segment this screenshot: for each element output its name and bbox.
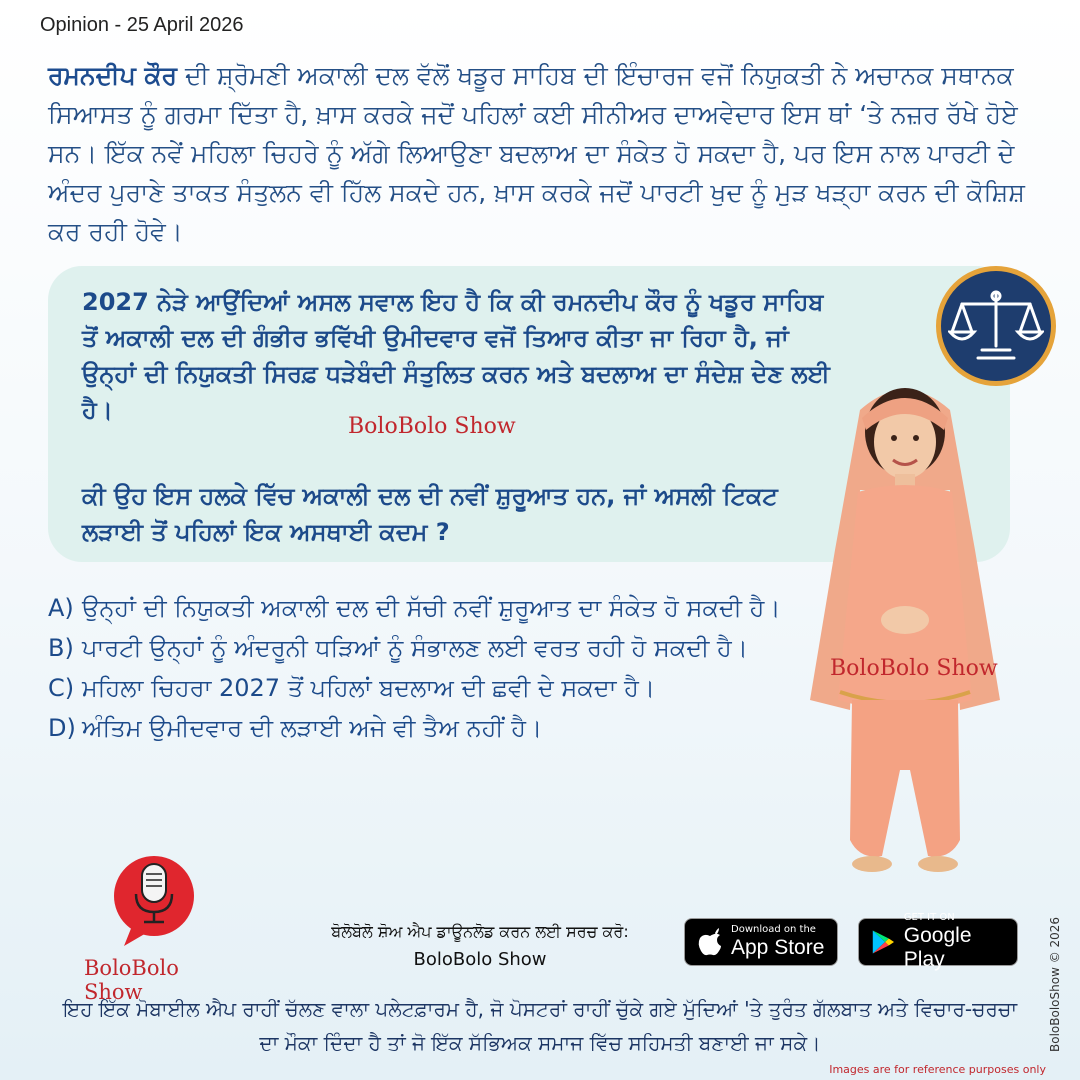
option-label: B): [48, 634, 74, 662]
reference-note: Images are for reference purposes only: [829, 1063, 1046, 1076]
person-illustration: [800, 370, 1010, 890]
appstore-big-text: App Store: [731, 936, 825, 959]
gplay-big-text: Google Play: [903, 924, 972, 971]
side-credit: BoloBoloShow © 2026: [1048, 916, 1062, 1052]
download-prompt: [290, 918, 670, 974]
option-text: ਮਹਿਲਾ ਚਿਹਰਾ 2027 ਤੋਂ ਪਹਿਲਾਂ ਬਦਲਾਅ ਦੀ ਛਵੀ ਦੇ ਸਕਦਾ ਹੈ।: [82, 674, 656, 702]
question-para-2: ਕੀ ਉਹ ਇਸ ਹਲਕੇ ਵਿੱਚ ਅਕਾਲੀ ਦਲ ਦੀ ਨਵੀਂ ਸ਼ੁਰੂਆਤ ਹਨ, ਜਾਂ ਅਸਲੀ ਟਿਕਟ ਲੜਾਈ ਤੋਂ ਪਹਿਲਾਂ ਇਕ ਅਸਥਾਈ ਕਦਮ ?: [82, 482, 778, 546]
apple-icon: [697, 927, 723, 957]
app-store-button[interactable]: [684, 918, 838, 966]
download-prompt-text: ਬੋਲੋਬੋਲੋ ਸ਼ੋਅ ਐਪ ਡਾਊਨਲੋਡ ਕਰਨ ਲਈ ਸਰਚ ਕਰੋ:: [331, 922, 629, 941]
question-para-1: 2027 ਨੇੜੇ ਆਉਂਦਿਆਂ ਅਸਲ ਸਵਾਲ ਇਹ ਹੈ ਕਿ ਕੀ ਰਮਨਦੀਪ ਕੌਰ ਨੂੰ ਖਡੂਰ ਸਾਹਿਬ ਤੋਂ ਅਕਾਲੀ ਦਲ ਦੀ ਗੰਭੀਰ ਭਵਿੱਖੀ ਉਮੀਦਵਾਰ ਵਜੋਂ ਤਿਆਰ ਕੀਤਾ ਜਾ ਰਿਹਾ ਹੈ, ਜਾਂ ਉਨ੍ਹਾਂ ਦੀ ਨਿਯੁਕਤੀ ਸਿਰਫ਼ ਧੜੇਬੰਦੀ ਸੰਤੁਲਿਤ ਕਰਨ ਅਤੇ ਬਦਲਾਅ ਦਾ ਸੰਦੇਸ਼ ਦੇਣ ਲਈ ਹੈ।: [82, 288, 830, 424]
scales-of-justice-icon: [936, 266, 1056, 386]
google-play-icon: [871, 927, 896, 957]
answer-options: [48, 590, 788, 750]
option-label: C): [48, 674, 75, 702]
footer-description: ਇਹ ਇੱਕ ਮੋਬਾਈਲ ਐਪ ਰਾਹੀਂ ਚੱਲਣ ਵਾਲਾ ਪਲੇਟਫ਼ਾਰਮ ਹੈ, ਜੋ ਪੋਸਟਰਾਂ ਰਾਹੀਂ ਚੁੱਕੇ ਗਏ ਮੁੱਦਿਆਂ 'ਤੇ ਤੁਰੰਤ ਗੱਲਬਾਤ ਅਤੇ ਵਿਚਾਰ-ਚਰਚਾ ਦਾ ਮੌਕਾ ਦਿੰਦਾ ਹੈ ਤਾਂ ਜੋ ਇੱਕ ਸੱਭਿਅਕ ਸਮਾਜ ਵਿੱਚ ਸਹਿਮਤੀ ਬਣਾਈ ਜਾ ਸਕੇ।: [62, 997, 1018, 1055]
option-label: A): [48, 594, 74, 622]
appstore-small-text: Download on the: [731, 924, 816, 935]
option-label: D): [48, 714, 76, 742]
gplay-small-text: GET IT ON: [903, 912, 955, 923]
option-b[interactable]: [48, 630, 788, 666]
logo-brand-text: BoloBolo Show: [84, 956, 179, 1004]
option-a[interactable]: [48, 590, 788, 626]
microphone-icon: [84, 850, 244, 950]
bolobolo-logo[interactable]: [84, 850, 244, 1004]
intro-text: ਦੀ ਸ਼੍ਰੋਮਣੀ ਅਕਾਲੀ ਦਲ ਵੱਲੋਂ ਖਡੂਰ ਸਾਹਿਬ ਦੀ ਇੰਚਾਰਜ ਵਜੋਂ ਨਿਯੁਕਤੀ ਨੇ ਅਚਾਨਕ ਸਥਾਨਕ ਸਿਆਸਤ ਨੂੰ ਗਰਮਾ ਦਿੱਤਾ ਹੈ, ਖ਼ਾਸ ਕਰਕੇ ਜਦੋਂ ਪਹਿਲਾਂ ਕਈ ਸੀਨੀਅਰ ਦਾਅਵੇਦਾਰ ਇਸ ਥਾਂ ‘ਤੇ ਨਜ਼ਰ ਰੱਖੇ ਹੋਏ ਸਨ। ਇੱਕ ਨਵੇਂ ਮਹਿਲਾ ਚਿਹਰੇ ਨੂੰ ਅੱਗੇ ਲਿਆਉਣਾ ਬਦਲਾਅ ਦਾ ਸੰਕੇਤ ਹੋ ਸਕਦਾ ਹੈ, ਪਰ ਇਸ ਨਾਲ ਪਾਰਟੀ ਦੇ ਅੰਦਰ ਪੁਰਾਣੇ ਤਾਕਤ ਸੰਤੁਲਨ ਵੀ ਹਿੱਲ ਸਕਦੇ ਹਨ, ਖ਼ਾਸ ਕਰਕੇ ਜਦੋਂ ਪਾਰਟੀ ਖੁਦ ਨੂੰ ਮੁੜ ਖੜ੍ਹਾ ਕਰਨ ਦੀ ਕੋਸ਼ਿਸ਼ ਕਰ ਰਹੀ ਹੋਵੇ।: [48, 61, 1025, 246]
app-name: BoloBolo Show: [413, 949, 547, 970]
date-label: Opinion - 25 April 2026: [40, 14, 244, 36]
person-name: ਰਮਨਦੀਪ ਕੌਰ: [48, 61, 178, 90]
option-c[interactable]: [48, 670, 788, 706]
card-watermark: BoloBolo Show: [348, 414, 516, 439]
option-text: ਉਨ੍ਹਾਂ ਦੀ ਨਿਯੁਕਤੀ ਅਕਾਲੀ ਦਲ ਦੀ ਸੱਚੀ ਨਵੀਂ ਸ਼ੁਰੂਆਤ ਦਾ ਸੰਕੇਤ ਹੋ ਸਕਦੀ ਹੈ।: [82, 594, 781, 622]
option-d[interactable]: [48, 710, 788, 746]
option-text: ਪਾਰਟੀ ਉਨ੍ਹਾਂ ਨੂੰ ਅੰਦਰੂਨੀ ਧੜਿਆਂ ਨੂੰ ਸੰਭਾਲਣ ਲਈ ਵਰਤ ਰਹੀ ਹੋ ਸਕਦੀ ਹੈ।: [82, 634, 748, 662]
google-play-button[interactable]: [858, 912, 1018, 971]
person-watermark: BoloBolo Show: [830, 656, 998, 681]
intro-paragraph: [48, 56, 1038, 251]
option-text: ਅੰਤਿਮ ਉਮੀਦਵਾਰ ਦੀ ਲੜਾਈ ਅਜੇ ਵੀ ਤੈਅ ਨਹੀਂ ਹੈ।: [82, 714, 543, 742]
